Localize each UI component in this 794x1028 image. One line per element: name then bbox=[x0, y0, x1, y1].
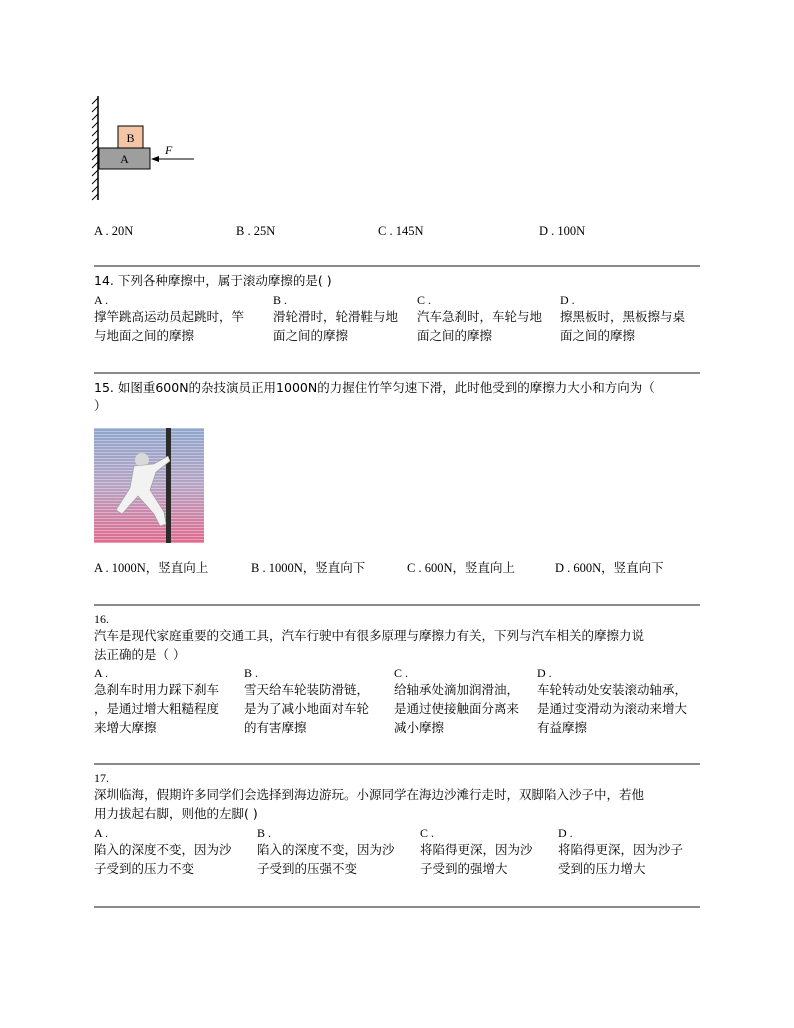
q14-option-d-letter: D . bbox=[560, 293, 575, 307]
q17-option-b-letter: B . bbox=[257, 826, 272, 840]
q15-stem-line2: ） bbox=[94, 398, 107, 413]
q17-option-d-line2: 受到的压力增大 bbox=[558, 861, 646, 876]
q16-option-c[interactable] bbox=[394, 680, 519, 737]
q15-option-d[interactable]: D . 600N，竖直向下 bbox=[555, 561, 664, 575]
q17-option-a[interactable] bbox=[94, 840, 232, 878]
acrobat-pole-photo bbox=[94, 428, 204, 543]
q13-option-d[interactable]: D . 100N bbox=[539, 224, 586, 238]
q14-option-c[interactable] bbox=[417, 307, 542, 345]
q14-option-d-line2: 面之间的摩擦 bbox=[560, 328, 636, 343]
q16-option-c-line1: 给轴承处滴加润滑油， bbox=[394, 682, 520, 697]
q16-option-a-letter: A . bbox=[94, 666, 109, 680]
q14-stem: 14. 下列各种摩擦中，属于滚动摩擦的是( ) bbox=[94, 273, 332, 288]
q16-number: 16. bbox=[94, 612, 109, 626]
q16-option-d-letter: D . bbox=[537, 666, 552, 680]
q16-stem-line2: 法正确的是（ ） bbox=[94, 647, 186, 662]
q17-option-b[interactable] bbox=[257, 840, 395, 878]
q17-option-c-line1: 将陷得更深，因为沙 bbox=[420, 842, 533, 857]
q16-option-c-line3: 减小摩擦 bbox=[394, 720, 445, 735]
q17-stem-line1: 深圳临海，假期许多同学们会选择到海边游玩。小源同学在海边沙滩行走时，双脚陷入沙子中，若他 bbox=[94, 787, 645, 802]
q16-option-a-line3: 来增大摩擦 bbox=[94, 720, 157, 735]
q14-option-c-line2: 面之间的摩擦 bbox=[417, 328, 493, 343]
q14-option-b-line1: 滑轮滑时，轮滑鞋与地 bbox=[273, 309, 399, 324]
q16-option-a[interactable] bbox=[94, 680, 219, 737]
pole bbox=[166, 428, 171, 543]
q16-option-d-line3: 有益摩擦 bbox=[537, 720, 588, 735]
q14-option-b-line2: 面之间的摩擦 bbox=[273, 328, 349, 343]
q17-option-d-letter: D . bbox=[558, 826, 573, 840]
q16-option-b-line1: 雪天给车轮装防滑链， bbox=[244, 682, 370, 697]
divider bbox=[94, 906, 700, 908]
q14-option-d-line1: 擦黑板时，黑板擦与桌 bbox=[560, 309, 686, 324]
q14-option-a-line2: 与地面之间的摩擦 bbox=[94, 328, 195, 343]
block-a-label: A bbox=[120, 152, 129, 166]
q16-option-d-line1: 车轮转动处安装滚动轴承， bbox=[537, 682, 688, 697]
divider bbox=[94, 372, 700, 374]
q15-option-c[interactable]: C . 600N，竖直向上 bbox=[407, 561, 515, 575]
q17-option-d-line1: 将陷得更深，因为沙子 bbox=[558, 842, 684, 857]
q15-option-a[interactable]: A . 1000N，竖直向上 bbox=[94, 561, 209, 575]
q17-number: 17. bbox=[94, 771, 109, 785]
q16-option-b-line2: 是为了减小地面对车轮 bbox=[244, 701, 370, 716]
q13-option-a[interactable]: A . 20N bbox=[94, 224, 134, 238]
q15-stem-line1: 15. 如图重600N的杂技演员正用1000N的力握住竹竿匀速下滑，此时他受到的摩擦力大小和方向为（ bbox=[94, 380, 655, 395]
q14-option-c-line1: 汽车急刹时，车轮与地 bbox=[417, 309, 543, 324]
q16-option-c-line2: 是通过使接触面分离来 bbox=[394, 701, 520, 716]
q14-option-b-letter: B . bbox=[273, 293, 288, 307]
q14-option-c-letter: C . bbox=[417, 293, 432, 307]
q14-option-a-line1: 撑竿跳高运动员起跳时，竿 bbox=[94, 309, 245, 324]
q17-option-b-line2: 子受到的压强不变 bbox=[257, 861, 358, 876]
divider bbox=[94, 265, 700, 267]
q17-option-b-line1: 陷入的深度不变，因为沙 bbox=[257, 842, 395, 857]
q17-option-a-letter: A . bbox=[94, 826, 109, 840]
q16-option-a-line1: 急刹车时用力踩下刹车 bbox=[94, 682, 220, 697]
q16-option-d[interactable] bbox=[537, 680, 687, 737]
q16-option-b[interactable] bbox=[244, 680, 369, 737]
q14-option-a-letter: A . bbox=[94, 293, 109, 307]
block-b-label: B bbox=[126, 131, 135, 145]
q16-option-b-line3: 的有害摩擦 bbox=[244, 720, 307, 735]
q13-option-c[interactable]: C . 145N bbox=[378, 224, 424, 238]
q13-option-b[interactable]: B . 25N bbox=[236, 224, 276, 238]
q14-option-d[interactable] bbox=[560, 307, 685, 345]
q17-option-c[interactable] bbox=[420, 840, 533, 878]
q17-option-c-line2: 子受到的强增大 bbox=[420, 861, 508, 876]
q16-option-a-line2: ，是通过增大粗糙程度 bbox=[94, 701, 220, 716]
q17-option-d[interactable] bbox=[558, 840, 683, 878]
q16-option-b-letter: B . bbox=[244, 666, 259, 680]
q17-option-c-letter: C . bbox=[420, 826, 435, 840]
q17-option-a-line1: 陷入的深度不变，因为沙 bbox=[94, 842, 232, 857]
q15-option-b[interactable]: B . 1000N，竖直向下 bbox=[251, 561, 366, 575]
q16-option-d-line2: 是通过变滑动为滚动来增大 bbox=[537, 701, 688, 716]
divider bbox=[94, 763, 700, 765]
force-label: F bbox=[165, 143, 173, 157]
blocks-wall-diagram bbox=[90, 92, 200, 202]
force-arrowhead bbox=[151, 156, 159, 162]
q14-option-a[interactable] bbox=[94, 307, 244, 345]
q16-stem-line1: 汽车是现代家庭重要的交通工具，汽车行驶中有很多原理与摩擦力有关，下列与汽车相关的摩擦力说 bbox=[94, 628, 645, 643]
q14-option-b[interactable] bbox=[273, 307, 398, 345]
q17-option-a-line2: 子受到的压力不变 bbox=[94, 861, 195, 876]
q16-option-c-letter: C . bbox=[394, 666, 409, 680]
q17-stem-line2: 用力拔起右脚，则他的左脚( ) bbox=[94, 806, 258, 821]
divider bbox=[94, 604, 700, 606]
